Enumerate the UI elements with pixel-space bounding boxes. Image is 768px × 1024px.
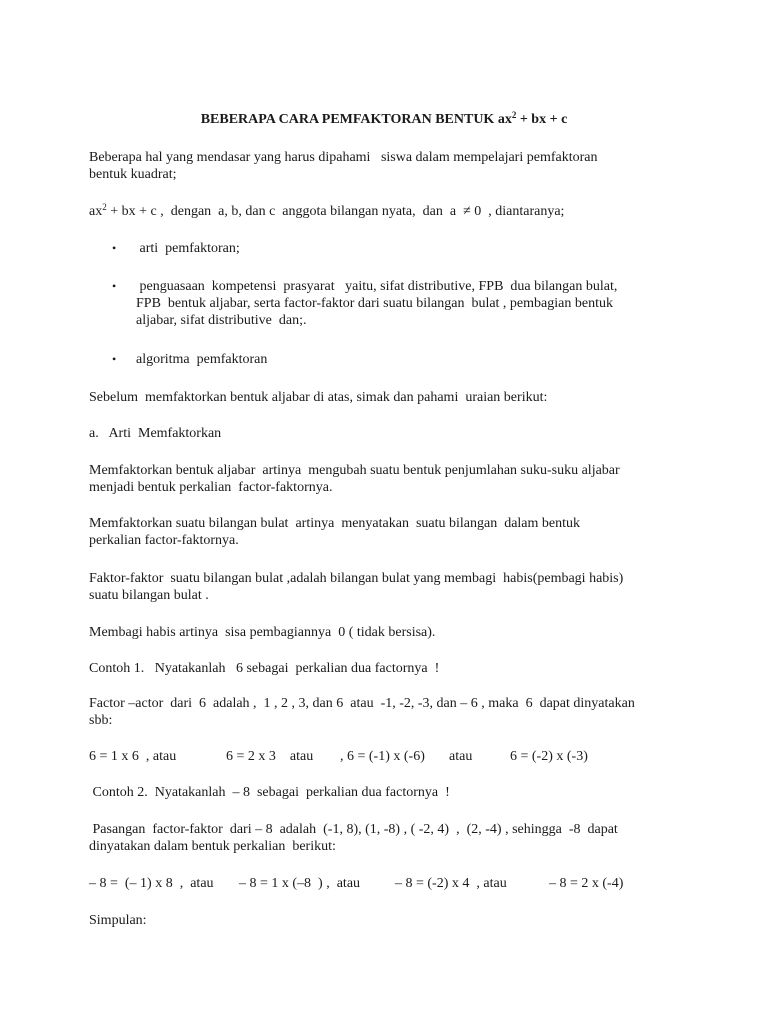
list-item-text: algoritma pemfaktoran: [136, 352, 268, 367]
title-text: BEBERAPA CARA PEMFAKTORAN BENTUK ax: [200, 112, 512, 127]
simpulan-heading: Simpulan:: [89, 913, 147, 928]
expression-rest: + bx + c , dengan a, b, dan c anggota bilangan nyata, dan a ≠ 0 , diantaranya;: [106, 204, 565, 219]
list-item-text: arti pemfaktoran;: [136, 241, 240, 256]
title-superscript: 2: [511, 110, 517, 120]
equation: – 8 = 1 x (–8 ) , atau: [239, 876, 361, 891]
paragraph-aljabar: Memfaktorkan bentuk aljabar artinya mengubah suatu bentuk penjumlahan suku-suku aljabar menjadi bentuk perkalian factor-faktornya.: [89, 463, 620, 495]
expression-line: [89, 203, 689, 220]
equation: 6 = 1 x 6 , atau: [89, 749, 177, 764]
list-item-text: penguasaan kompetensi prasyarat yaitu, sifat distributive, FPB dua bilangan bulat, FPB bentuk aljabar, serta factor-faktor dari suatu bilangan bulat , pembagian bentuk aljabar, sifat distributive dan;.: [136, 279, 618, 328]
title-tail: + bx + c: [516, 112, 568, 127]
example-2-heading: Contoh 2. Nyatakanlah – 8 sebagai perkalian dua factornya !: [89, 785, 450, 800]
paragraph-faktor: Faktor-faktor suatu bilangan bulat ,adalah bilangan bulat yang membagi habis(pembagi habis) suatu bilangan bulat .: [89, 571, 624, 603]
bullet-icon: •: [112, 279, 117, 293]
expression-ax: ax: [89, 204, 103, 219]
equation-row-8: [89, 875, 729, 892]
bullet-icon: •: [112, 352, 117, 366]
equation: – 8 = (– 1) x 8 , atau: [89, 876, 214, 891]
equation: – 8 = (-2) x 4 , atau: [395, 876, 507, 891]
example-1-heading: Contoh 1. Nyatakanlah 6 sebagai perkalian dua factornya !: [89, 661, 440, 676]
section-heading-a: a. Arti Memfaktorkan: [89, 426, 222, 441]
equation: atau: [449, 749, 473, 764]
equation: , 6 = (-1) x (-6): [340, 749, 425, 764]
intro-paragraph: Beberapa hal yang mendasar yang harus dipahami siswa dalam mempelajari pemfaktoran bentuk kuadrat;: [89, 150, 598, 182]
paragraph-bilangan-bulat: Memfaktorkan suatu bilangan bulat artinya menyatakan suatu bilangan dalam bentuk perkalian factor-faktornya.: [89, 516, 581, 548]
equation: 6 = 2 x 3 atau: [226, 749, 314, 764]
paragraph-membagi-habis: Membagi habis artinya sisa pembagiannya 0 ( tidak bersisa).: [89, 625, 436, 640]
factor-paragraph: Factor –actor dari 6 adalah , 1 , 2 , 3, dan 6 atau -1, -2, -3, dan – 6 , maka 6 dapat dinyatakan sbb:: [89, 696, 635, 728]
equation-row-6: [89, 748, 729, 765]
sebelum-paragraph: Sebelum memfaktorkan bentuk aljabar di atas, simak dan pahami uraian berikut:: [89, 390, 548, 405]
page-title: [0, 111, 768, 128]
equation: 6 = (-2) x (-3): [510, 749, 588, 764]
equation: – 8 = 2 x (-4): [549, 876, 624, 891]
pasangan-paragraph: Pasangan factor-faktor dari – 8 adalah (-1, 8), (1, -8) , ( -2, 4) , (2, -4) , sehingga -8 dapat dinyatakan dalam bentuk perkalian berikut:: [89, 822, 618, 854]
bullet-icon: •: [112, 241, 117, 255]
expression-superscript: 2: [102, 202, 107, 212]
